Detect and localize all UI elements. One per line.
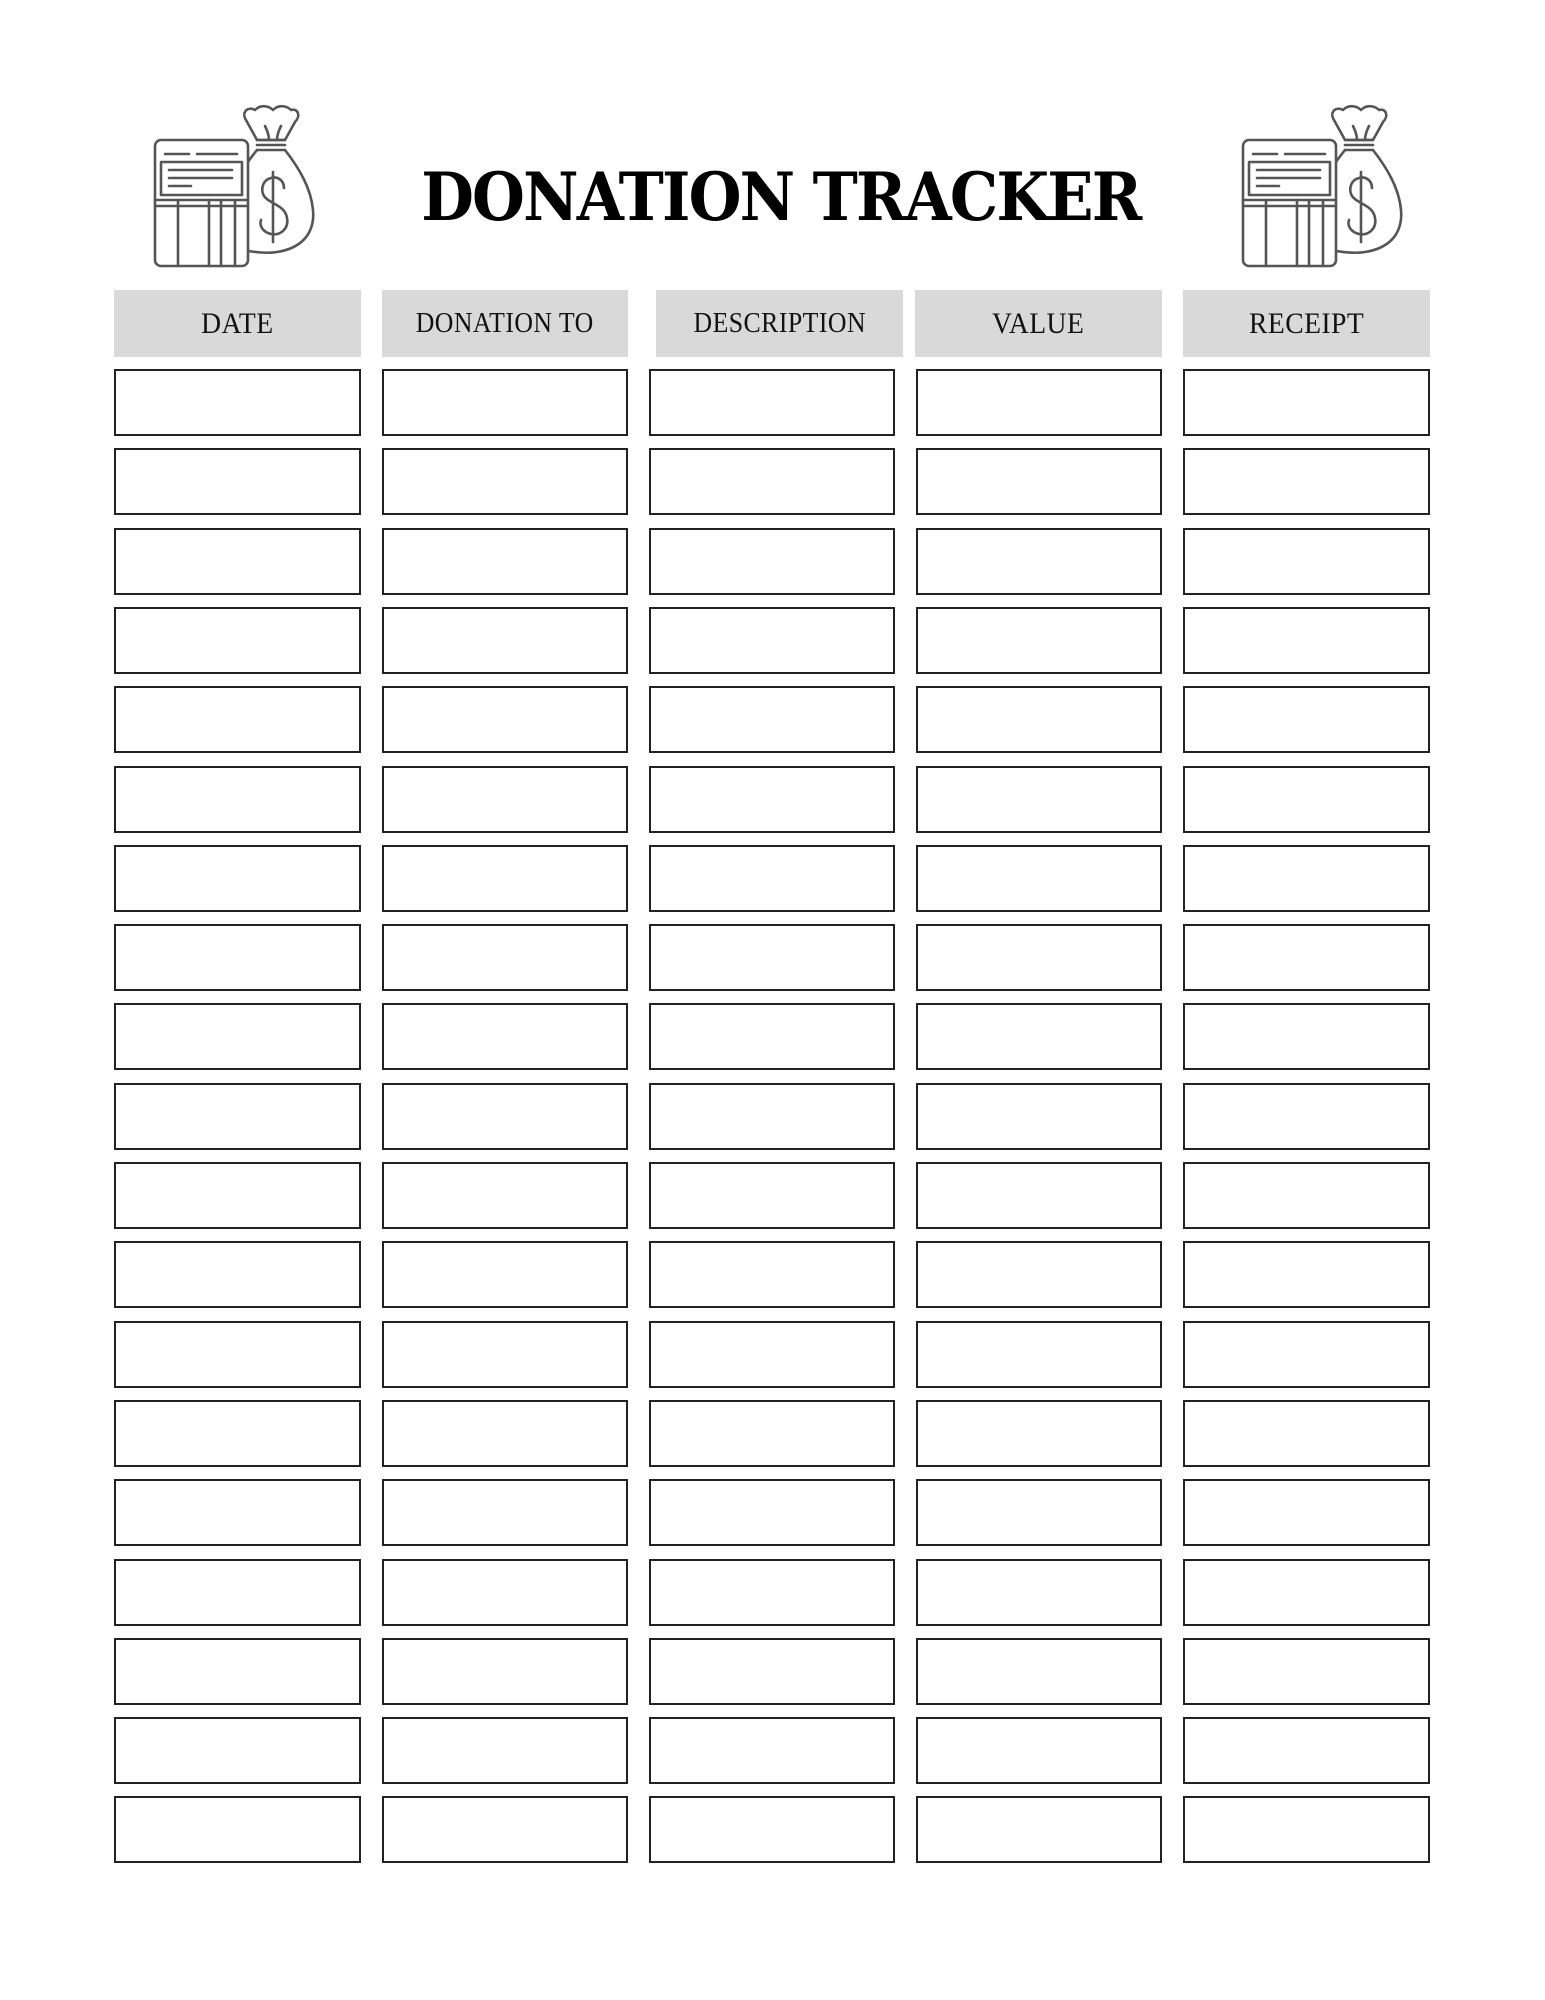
entry-field-donation-to[interactable] — [382, 766, 628, 833]
entry-field-description[interactable] — [649, 1479, 895, 1546]
entry-field-value[interactable] — [916, 528, 1162, 595]
entry-field-description[interactable] — [649, 1083, 895, 1150]
entry-field-donation-to[interactable] — [382, 1717, 628, 1784]
entry-field-date[interactable] — [114, 369, 361, 436]
entry-field-description[interactable] — [649, 766, 895, 833]
entry-field-donation-to[interactable] — [382, 1638, 628, 1705]
entry-field-receipt[interactable] — [1183, 448, 1430, 515]
column-header-description: DESCRIPTION — [656, 290, 903, 357]
entry-field-date[interactable] — [114, 1638, 361, 1705]
entry-field-date[interactable] — [114, 1717, 361, 1784]
entry-field-description[interactable] — [649, 686, 895, 753]
entry-field-date[interactable] — [114, 528, 361, 595]
entry-field-date[interactable] — [114, 766, 361, 833]
entry-field-receipt[interactable] — [1183, 607, 1430, 674]
entry-field-receipt[interactable] — [1183, 1717, 1430, 1784]
entry-field-receipt[interactable] — [1183, 1003, 1430, 1070]
entry-field-description[interactable] — [649, 1717, 895, 1784]
entry-field-value[interactable] — [916, 1638, 1162, 1705]
entry-field-receipt[interactable] — [1183, 766, 1430, 833]
entry-field-date[interactable] — [114, 1400, 361, 1467]
entry-field-donation-to[interactable] — [382, 1241, 628, 1308]
entry-field-description[interactable] — [649, 607, 895, 674]
entry-field-receipt[interactable] — [1183, 924, 1430, 991]
entry-field-date[interactable] — [114, 845, 361, 912]
entry-field-value[interactable] — [916, 1400, 1162, 1467]
entry-field-receipt[interactable] — [1183, 1479, 1430, 1546]
entry-field-donation-to[interactable] — [382, 1321, 628, 1388]
entry-field-value[interactable] — [916, 1003, 1162, 1070]
money-bag-receipt-icon — [153, 100, 319, 268]
entry-field-receipt[interactable] — [1183, 1400, 1430, 1467]
entry-field-value[interactable] — [916, 448, 1162, 515]
entry-field-date[interactable] — [114, 1241, 361, 1308]
entry-field-date[interactable] — [114, 1003, 361, 1070]
entry-field-value[interactable] — [916, 1321, 1162, 1388]
entry-field-receipt[interactable] — [1183, 1559, 1430, 1626]
entry-field-description[interactable] — [649, 528, 895, 595]
entry-field-receipt[interactable] — [1183, 369, 1430, 436]
entry-field-description[interactable] — [649, 1321, 895, 1388]
entry-field-receipt[interactable] — [1183, 1083, 1430, 1150]
entry-field-receipt[interactable] — [1183, 1162, 1430, 1229]
money-bag-receipt-icon — [1241, 100, 1407, 268]
entry-field-value[interactable] — [916, 1559, 1162, 1626]
entry-field-description[interactable] — [649, 1559, 895, 1626]
entry-field-receipt[interactable] — [1183, 1241, 1430, 1308]
entry-field-date[interactable] — [114, 1479, 361, 1546]
entry-field-value[interactable] — [916, 1241, 1162, 1308]
entry-field-value[interactable] — [916, 1717, 1162, 1784]
entry-field-value[interactable] — [916, 924, 1162, 991]
entry-field-donation-to[interactable] — [382, 924, 628, 991]
entry-field-date[interactable] — [114, 1559, 361, 1626]
entry-field-value[interactable] — [916, 369, 1162, 436]
entry-field-donation-to[interactable] — [382, 1400, 628, 1467]
entry-field-receipt[interactable] — [1183, 1796, 1430, 1863]
entry-field-description[interactable] — [649, 1400, 895, 1467]
entry-field-date[interactable] — [114, 924, 361, 991]
column-header-donation-to: DONATION TO — [382, 290, 628, 357]
column-header-receipt: RECEIPT — [1183, 290, 1430, 357]
entry-field-date[interactable] — [114, 1162, 361, 1229]
entry-field-date[interactable] — [114, 607, 361, 674]
entry-field-donation-to[interactable] — [382, 1162, 628, 1229]
entry-field-donation-to[interactable] — [382, 1796, 628, 1863]
entry-field-description[interactable] — [649, 924, 895, 991]
entry-field-date[interactable] — [114, 448, 361, 515]
entry-field-receipt[interactable] — [1183, 1321, 1430, 1388]
entry-field-donation-to[interactable] — [382, 1479, 628, 1546]
entry-field-receipt[interactable] — [1183, 528, 1430, 595]
entry-field-donation-to[interactable] — [382, 448, 628, 515]
entry-field-description[interactable] — [649, 1162, 895, 1229]
entry-field-description[interactable] — [649, 369, 895, 436]
entry-field-value[interactable] — [916, 1796, 1162, 1863]
column-header-value: VALUE — [915, 290, 1162, 357]
entry-field-description[interactable] — [649, 1638, 895, 1705]
entry-field-description[interactable] — [649, 448, 895, 515]
entry-field-date[interactable] — [114, 686, 361, 753]
entry-field-donation-to[interactable] — [382, 686, 628, 753]
entry-field-value[interactable] — [916, 686, 1162, 753]
entry-field-donation-to[interactable] — [382, 369, 628, 436]
entry-field-description[interactable] — [649, 1003, 895, 1070]
entry-field-donation-to[interactable] — [382, 845, 628, 912]
entry-field-receipt[interactable] — [1183, 1638, 1430, 1705]
entry-field-donation-to[interactable] — [382, 528, 628, 595]
entry-field-donation-to[interactable] — [382, 1559, 628, 1626]
entry-field-description[interactable] — [649, 1796, 895, 1863]
entry-field-date[interactable] — [114, 1796, 361, 1863]
entry-field-date[interactable] — [114, 1083, 361, 1150]
entry-field-description[interactable] — [649, 845, 895, 912]
entry-field-receipt[interactable] — [1183, 845, 1430, 912]
page-title: DONATION TRACKER — [421, 158, 1141, 236]
entry-field-donation-to[interactable] — [382, 607, 628, 674]
entry-field-date[interactable] — [114, 1321, 361, 1388]
entry-field-donation-to[interactable] — [382, 1003, 628, 1070]
entry-field-value[interactable] — [916, 845, 1162, 912]
entry-field-value[interactable] — [916, 766, 1162, 833]
entry-field-receipt[interactable] — [1183, 686, 1430, 753]
entry-field-value[interactable] — [916, 1083, 1162, 1150]
entry-field-description[interactable] — [649, 1241, 895, 1308]
entry-field-value[interactable] — [916, 607, 1162, 674]
entry-field-donation-to[interactable] — [382, 1083, 628, 1150]
entry-field-value[interactable] — [916, 1162, 1162, 1229]
entry-field-value[interactable] — [916, 1479, 1162, 1546]
column-header-date: DATE — [114, 290, 361, 357]
